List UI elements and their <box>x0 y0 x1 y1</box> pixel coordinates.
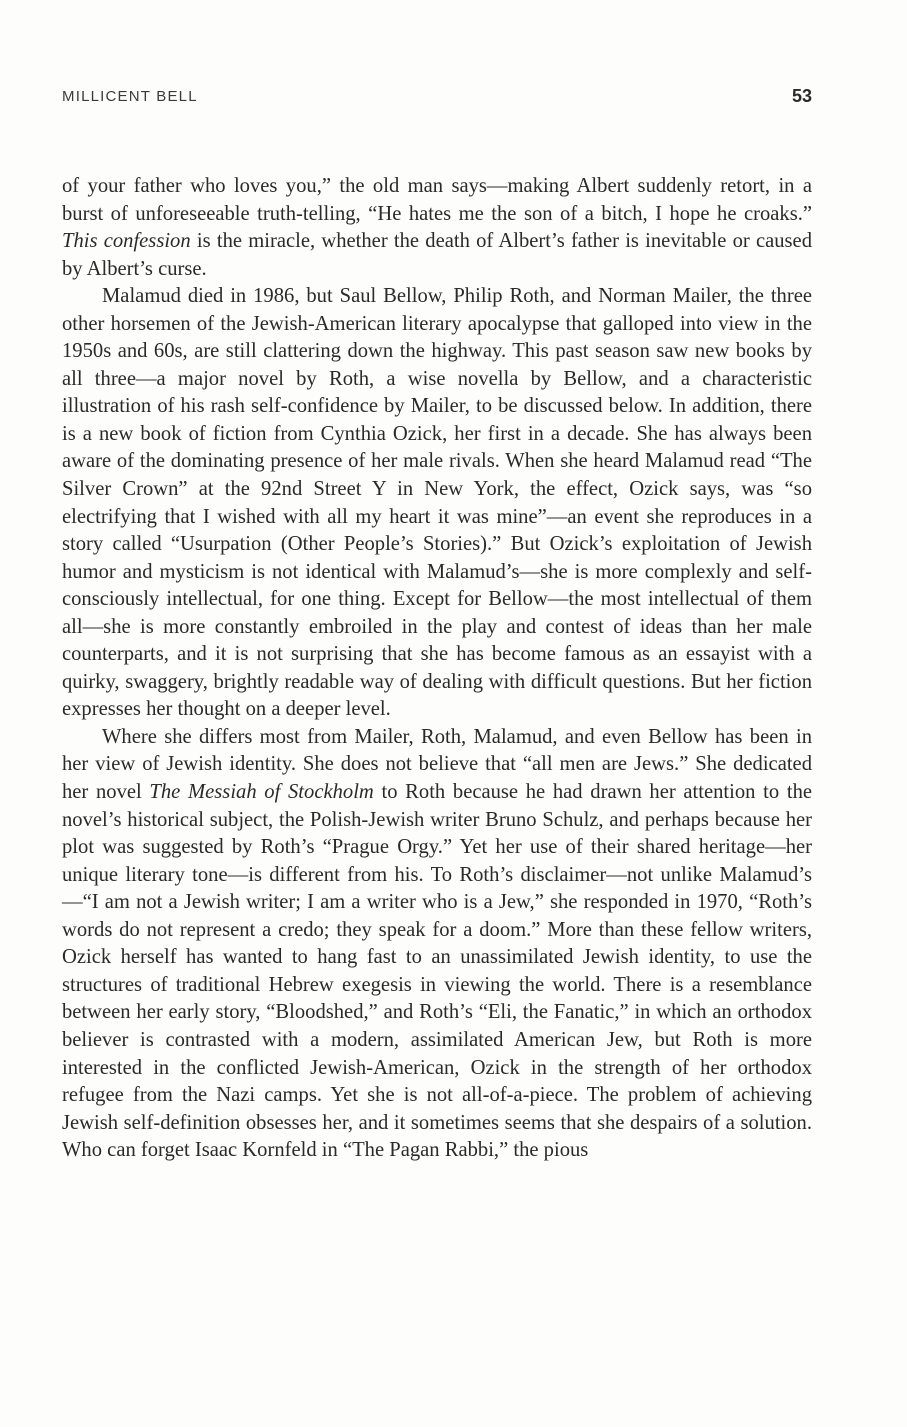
text-run: to Roth because he had drawn her attention to the novel’s historical subject, the Polish-Jewish writer Bruno Schulz, and perhaps because her plot was suggested by Roth’s “Prague Orgy.” Yet her use of their shared heritage—her unique literary tone—is different from his. To Roth’s disclaimer—not unlike Malamud’s—“I am not a Jewish writer; I am a writer who is a Jew,” she responded in 1970, “Roth’s words do not represent a credo; they speak for a doom.” More than these fellow writers, Ozick herself has wanted to hang fast to an unassimilated Jewish identity, to use the structures of traditional Hebrew exegesis in viewing the world. There is a resemblance between her early story, “Bloodshed,” and Roth’s “Eli, the Fanatic,” in which an orthodox believer is contrasted with a modern, assimilated American Jew, but Roth is more interested in the conflicted Jewish-American, Ozick in the strength of her orthodox refugee from the Nazi camps. Yet she is not all-of-a-piece. The problem of achieving Jewish self-definition obsesses her, and it sometimes seems that she despairs of a solution. Who can forget Isaac Kornfeld in “The Pagan Rabbi,” the pious <box>62 781 812 1162</box>
text-run: is the miracle, whether the death of Albert’s father is inevitable or caused by Albert’s curse. <box>62 230 812 280</box>
page-number: 53 <box>791 86 812 106</box>
paragraph <box>62 724 812 1165</box>
running-head <box>62 88 812 112</box>
paragraph <box>62 283 812 724</box>
text-run: Malamud died in 1986, but Saul Bellow, Philip Roth, and Norman Mailer, the three other horsemen of the Jewish-American literary apocalypse that galloped into view in the 1950s and 60s, are still clattering down the highway. This past season saw new books by all three—a major novel by Roth, a wise novella by Bellow, and a characteristic illustration of his rash self-confidence by Mailer, to be discussed below. In addition, there is a new book of fiction from Cynthia Ozick, her first in a decade. She has always been aware of the dominating presence of her male rivals. When she heard Malamud read “The Silver Crown” at the 92nd Street Y in New York, the effect, Ozick says, was “so electrifying that I wished with all my heart it was mine”—an event she reproduces in a story called “Usurpation (Other People’s Stories).” But Ozick’s exploitation of Jewish humor and mysticism is not identical with Malamud’s—she is more complexly and self-consciously intellectual, for one thing. Except for Bellow—the most intellectual of them all—she is more constantly embroiled in the play and contest of ideas than her male counterparts, and it is not surprising that she has become famous as an essayist with a quirky, swaggery, brightly readable way of dealing with difficult questions. But her fiction expresses her thought on a deeper level. <box>62 285 812 721</box>
body-text <box>62 173 812 1165</box>
text-run: of your father who loves you,” the old man says—making Albert suddenly retort, in a burst of unforeseeable truth-telling, “He hates me the son of a bitch, I hope he croaks.” <box>62 175 812 225</box>
italic-text-run: This confession <box>62 230 191 253</box>
text-run: Where she differs most from Mailer, Roth, Malamud, and even Bellow has been in her view of Jewish identity. She does not believe that “all men are Jews.” She dedicated her novel <box>62 725 812 804</box>
paragraph <box>62 173 812 283</box>
italic-text-run: The Messiah of Stockholm <box>149 781 374 804</box>
running-head-author: MILLICENT BELL <box>62 88 198 105</box>
